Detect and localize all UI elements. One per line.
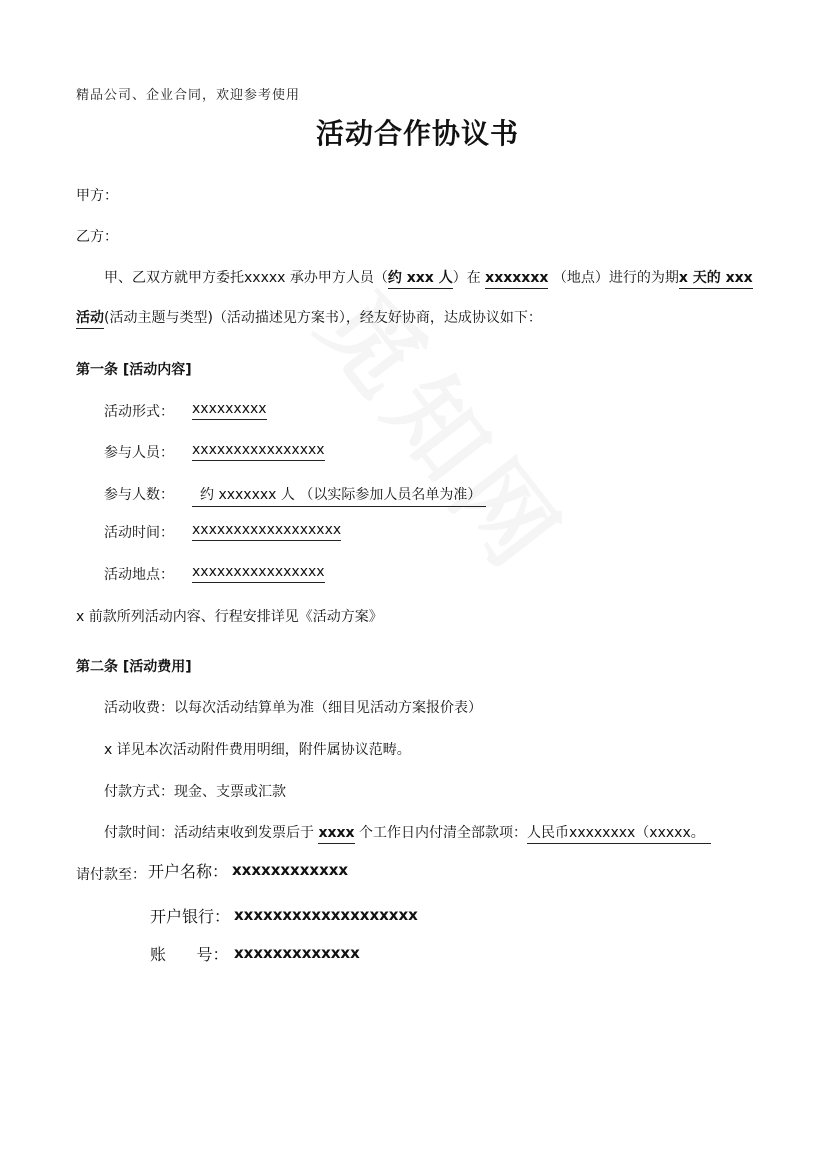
account-number-value: xxxxxxxxxxxxx <box>234 944 360 962</box>
participants-label: 参与人员： <box>104 445 174 461</box>
payment-time-line <box>104 822 711 842</box>
activity-form-label: 活动形式： <box>104 404 174 420</box>
bank-label: 开户银行： <box>150 907 231 926</box>
intro-place: xxxxxxx <box>485 270 548 289</box>
participant-count-value: 约 xxxxxxx 人 （以实际参加人员名单为准） <box>192 484 486 507</box>
fee-detail-line: x 详见本次活动附件费用明细，附件属协议范畴。 <box>104 742 411 758</box>
article-1-note: x 前款所列活动内容、行程安排详见《活动方案》 <box>76 609 383 625</box>
article-2-heading: 第二条 [活动费用] <box>76 659 192 675</box>
activity-location-label: 活动地点： <box>104 567 174 583</box>
intro-days: x 天的 xxx <box>679 270 753 289</box>
payment-amount: 人民币xxxxxxxx（xxxxx。 <box>527 825 711 844</box>
activity-fee-line: 活动收费：以每次活动结算单为准（细目见活动方案报价表） <box>104 700 482 716</box>
pay-to-label: 请付款至： <box>76 867 146 883</box>
intro-activity: 活动 <box>76 310 104 329</box>
party-a-label: 甲方： <box>76 188 118 204</box>
account-number-label: 账 号： <box>150 945 229 964</box>
activity-time-value: xxxxxxxxxxxxxxxxxx <box>192 522 341 541</box>
intro-text-2: ）在 <box>452 270 481 286</box>
activity-location-value: xxxxxxxxxxxxxxxx <box>192 564 325 583</box>
article-1-heading: 第一条 [活动内容] <box>76 362 192 378</box>
payment-days: xxxx <box>318 825 354 844</box>
header-tagline: 精品公司、企业合同，欢迎参考使用 <box>76 88 301 103</box>
intro-people: 约 xxx 人 <box>388 270 453 289</box>
account-name-label: 开户名称： <box>148 862 229 881</box>
activity-time-label: 活动时间： <box>104 525 174 541</box>
account-name-value: xxxxxxxxxxxx <box>232 861 349 879</box>
bank-value: xxxxxxxxxxxxxxxxxxx <box>234 906 418 924</box>
party-b-label: 乙方： <box>76 229 118 245</box>
payment-method-line: 付款方式：现金、支票或汇款 <box>104 784 286 800</box>
intro-line-1 <box>104 267 753 287</box>
document-title: 活动合作协议书 <box>316 117 520 150</box>
intro-text-3: （地点）进行的为期 <box>552 270 679 286</box>
activity-form-value: xxxxxxxxx <box>192 401 267 420</box>
intro-text-1: 甲、乙双方就甲方委托xxxxx 承办甲方人员（ <box>104 270 388 286</box>
intro-line-2 <box>76 307 542 327</box>
participants-value: xxxxxxxxxxxxxxxx <box>192 442 325 461</box>
intro-text-4: (活动主题与类型)（活动描述见方案书），经友好协商，达成协议如下： <box>104 310 542 326</box>
participant-count-label: 参与人数： <box>104 487 174 503</box>
payment-time-mid: 个工作日内付清全部款项： <box>359 825 528 841</box>
payment-time-prefix: 付款时间：活动结束收到发票后于 <box>104 825 314 841</box>
